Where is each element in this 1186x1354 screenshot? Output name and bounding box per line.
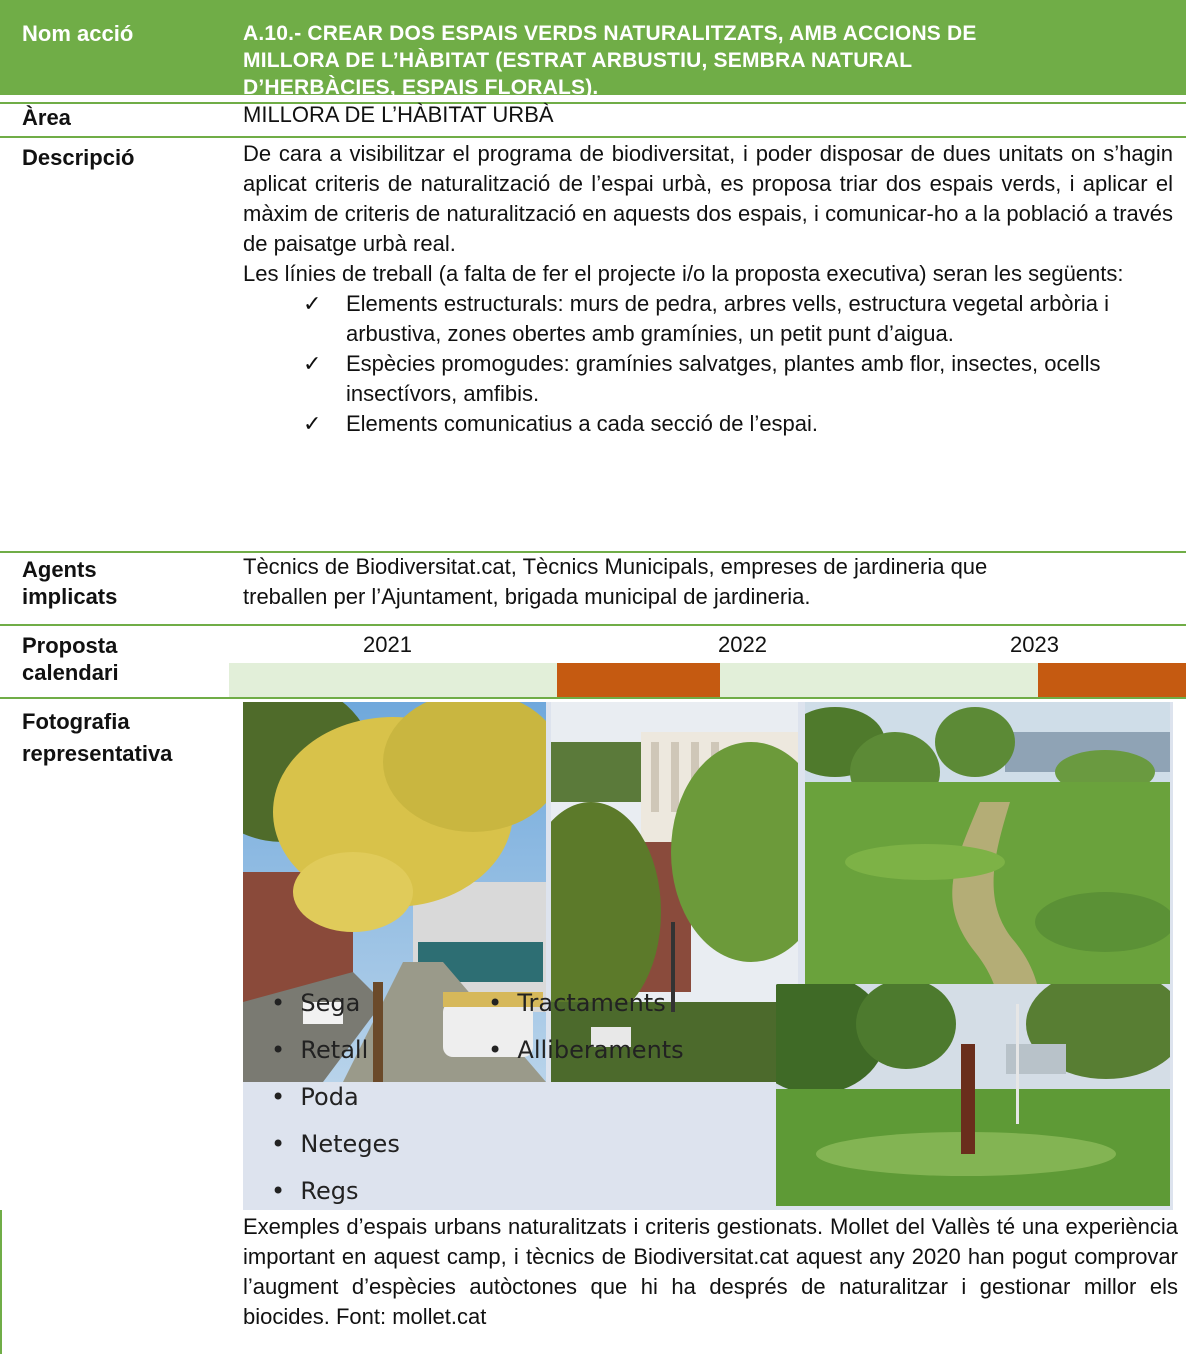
- action-title-line-1: A.10.- CREAR DOS ESPAIS VERDS NATURALITZATS, AMB ACCIONS DE: [243, 22, 977, 45]
- agents-label-line-1: Agents: [22, 557, 97, 582]
- area-value: MILLORA DE L’HÀBITAT URBÀ: [243, 102, 554, 127]
- descripcio-body: [243, 139, 1173, 439]
- agents-label: [22, 556, 117, 610]
- list-item: • Alliberaments: [488, 1036, 684, 1064]
- list-item: • Tractaments: [488, 989, 666, 1017]
- list-item: • Retall: [271, 1036, 369, 1064]
- list-item-text: Retall: [300, 1036, 369, 1064]
- photo-lawn-sculpture: [776, 984, 1170, 1206]
- action-title-line-2: MILLORA DE L’HÀBITAT (ESTRAT ARBUSTIU, SEMBRA NATURAL: [243, 49, 913, 72]
- list-item-text: Elements comunicatius a cada secció de l’espai.: [346, 411, 819, 436]
- calendari-label-line-2: calendari: [22, 660, 119, 685]
- lawn-sculpture-image: [776, 984, 1170, 1206]
- year-2022: 2022: [718, 632, 767, 657]
- header-label: Nom acció: [22, 21, 134, 46]
- list-item-text: Neteges: [300, 1130, 400, 1158]
- table-border: [0, 1210, 2, 1354]
- calendar-active-period: [557, 663, 720, 697]
- agents-label-line-2: implicats: [22, 584, 118, 609]
- row-divider: [0, 624, 1186, 626]
- header-row: [0, 0, 1186, 99]
- year-2021: 2021: [363, 632, 412, 657]
- photo-caption: Exemples d’espais urbans naturalitzats i criteris gestionats. Mollet del Vallès té una experiència important en aquest camp, i tècnics de Biodiversitat.cat aquest any 2020 han pogut comprovar l’augment d’espècies autòctones que hi ha després de naturalitzar i gestionar millor els biocides. Font: mollet.cat: [243, 1214, 1178, 1329]
- list-item: • Neteges: [271, 1130, 400, 1158]
- row-divider: [0, 136, 1186, 138]
- descripcio-paragraph-2: Les línies de treball (a falta de fer el projecte i/o la proposta executiva) seran les següents:: [243, 261, 1124, 286]
- list-item: [303, 349, 1173, 409]
- list-item: [303, 409, 1173, 439]
- fotografia-label-line-1: Fotografia: [22, 709, 130, 734]
- action-title: [243, 20, 1173, 101]
- area-label: Àrea: [22, 105, 71, 130]
- list-item-text: Elements estructurals: murs de pedra, arbres vells, estructura vegetal arbòria i arbustiva, zones obertes amb gramínies, un petit punt d’aigua.: [346, 291, 1109, 346]
- descripcio-label: Descripció: [22, 145, 135, 170]
- agents-line-2: treballen per l’Ajuntament, brigada municipal de jardineria.: [243, 584, 811, 609]
- row-divider: [0, 697, 1186, 699]
- list-item-text: Tractaments: [517, 989, 666, 1017]
- list-item: • Sega: [271, 989, 361, 1017]
- year-2023: 2023: [1010, 632, 1059, 657]
- work-lines-list: [303, 289, 1173, 439]
- fotografia-label-line-2: representativa: [22, 741, 173, 766]
- row-divider: [0, 102, 1186, 104]
- management-list-left: [271, 980, 400, 1215]
- checkmark-icon: ✓: [303, 351, 322, 376]
- calendar-active-period: [1038, 663, 1186, 697]
- calendari-label: [22, 632, 119, 686]
- list-item: [303, 289, 1173, 349]
- fotografia-label: [22, 706, 172, 770]
- agents-value: [243, 552, 987, 612]
- list-item-text: Espècies promogudes: gramínies salvatges, plantes amb flor, insectes, ocells insectívors, amfibis.: [346, 351, 1101, 406]
- checkmark-icon: ✓: [303, 291, 322, 316]
- list-item-text: Regs: [300, 1177, 359, 1205]
- calendari-label-line-1: Proposta: [22, 633, 118, 658]
- agents-line-1: Tècnics de Biodiversitat.cat, Tècnics Municipals, empreses de jardineria que: [243, 554, 988, 579]
- checkmark-icon: ✓: [303, 411, 322, 436]
- list-item-text: Poda: [300, 1083, 359, 1111]
- management-list-right: [488, 980, 684, 1074]
- list-item-text: Sega: [300, 989, 361, 1017]
- list-item-text: Alliberaments: [517, 1036, 684, 1064]
- descripcio-paragraph-1: De cara a visibilitzar el programa de biodiversitat, i poder disposar de dues unitats on s’hagin aplicat criteris de naturalització de l’espai urbà, es proposa triar dos espais verds, i aplicar el màxim de criteris de naturalització en aquests dos espais, i comunicar-ho a la població a través de paisatge urbà real.: [243, 141, 1173, 256]
- action-title-line-3: D’HERBÀCIES, ESPAIS FLORALS).: [243, 76, 599, 99]
- list-item: • Regs: [271, 1177, 359, 1205]
- list-item: • Poda: [271, 1083, 359, 1111]
